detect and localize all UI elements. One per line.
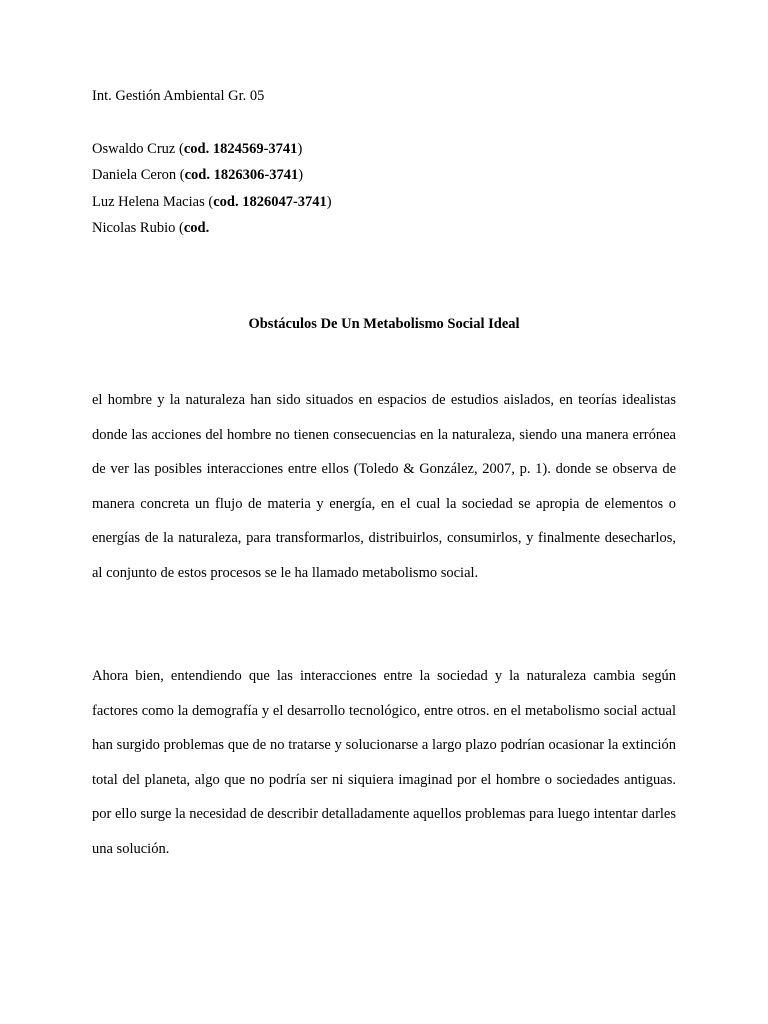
- author-name: Daniela Ceron: [92, 167, 177, 184]
- author-name: Nicolas Rubio: [92, 219, 176, 236]
- author-paren-open: (: [175, 219, 184, 236]
- author-list: [92, 140, 332, 245]
- course-line: Int. Gestión Ambiental Gr. 05: [92, 88, 265, 104]
- author-code: cod.: [183, 219, 210, 236]
- author-code: cod. 1824569-3741: [183, 141, 298, 157]
- author-paren-open: (: [176, 167, 185, 184]
- body-paragraph: el hombre y la naturaleza han sido situados en espacios de estudios aislados, en teorías idealistas donde las acciones del hombre no tienen consecuencias en la naturaleza, siendo una manera errónea de ver las posibles interacciones entre ellos (Toledo & González, 2007, p. 1). donde se observa de manera concreta un flujo de materia y energía, en el cual la sociedad se apropia de elementos o energías de la naturaleza, para transformarlos, distribuirlos, consumirlos, y finalmente desecharlos, al conjunto de estos procesos se le ha llamado metabolismo social.: [92, 392, 676, 581]
- author-paren-open: (: [175, 141, 184, 157]
- author-line: [92, 193, 332, 219]
- author-line: [92, 140, 332, 166]
- author-paren-open: (: [204, 193, 214, 210]
- author-line: [92, 219, 332, 245]
- author-code: cod. 1826047-3741: [213, 193, 327, 210]
- author-code: cod. 1826306-3741: [184, 167, 299, 184]
- author-name: Oswaldo Cruz: [92, 141, 176, 157]
- document-header: [92, 87, 676, 236]
- author-paren-close: ): [326, 193, 332, 210]
- author-paren-close: ): [297, 141, 303, 157]
- author-name: Luz Helena Macias: [92, 193, 205, 210]
- author-line: [92, 166, 332, 192]
- author-paren-close: ): [298, 167, 304, 184]
- document-title: Obstáculos De Un Metabolismo Social Ideal: [248, 316, 520, 332]
- body-paragraph: Ahora bien, entendiendo que las interacciones entre la sociedad y la naturaleza cambia según factores como la demografía y el desarrollo tecnológico, entre otros. en el metabolismo social actual han surgido problemas que de no tratarse y solucionarse a largo plazo podrían ocasionar la extinción total del planeta, algo que no podría ser ni siquiera imaginad por el hombre o sociedades antiguas. por ello surge la necesidad de describir detalladamente aquellos problemas para luego intentar darles una solución.: [92, 668, 676, 857]
